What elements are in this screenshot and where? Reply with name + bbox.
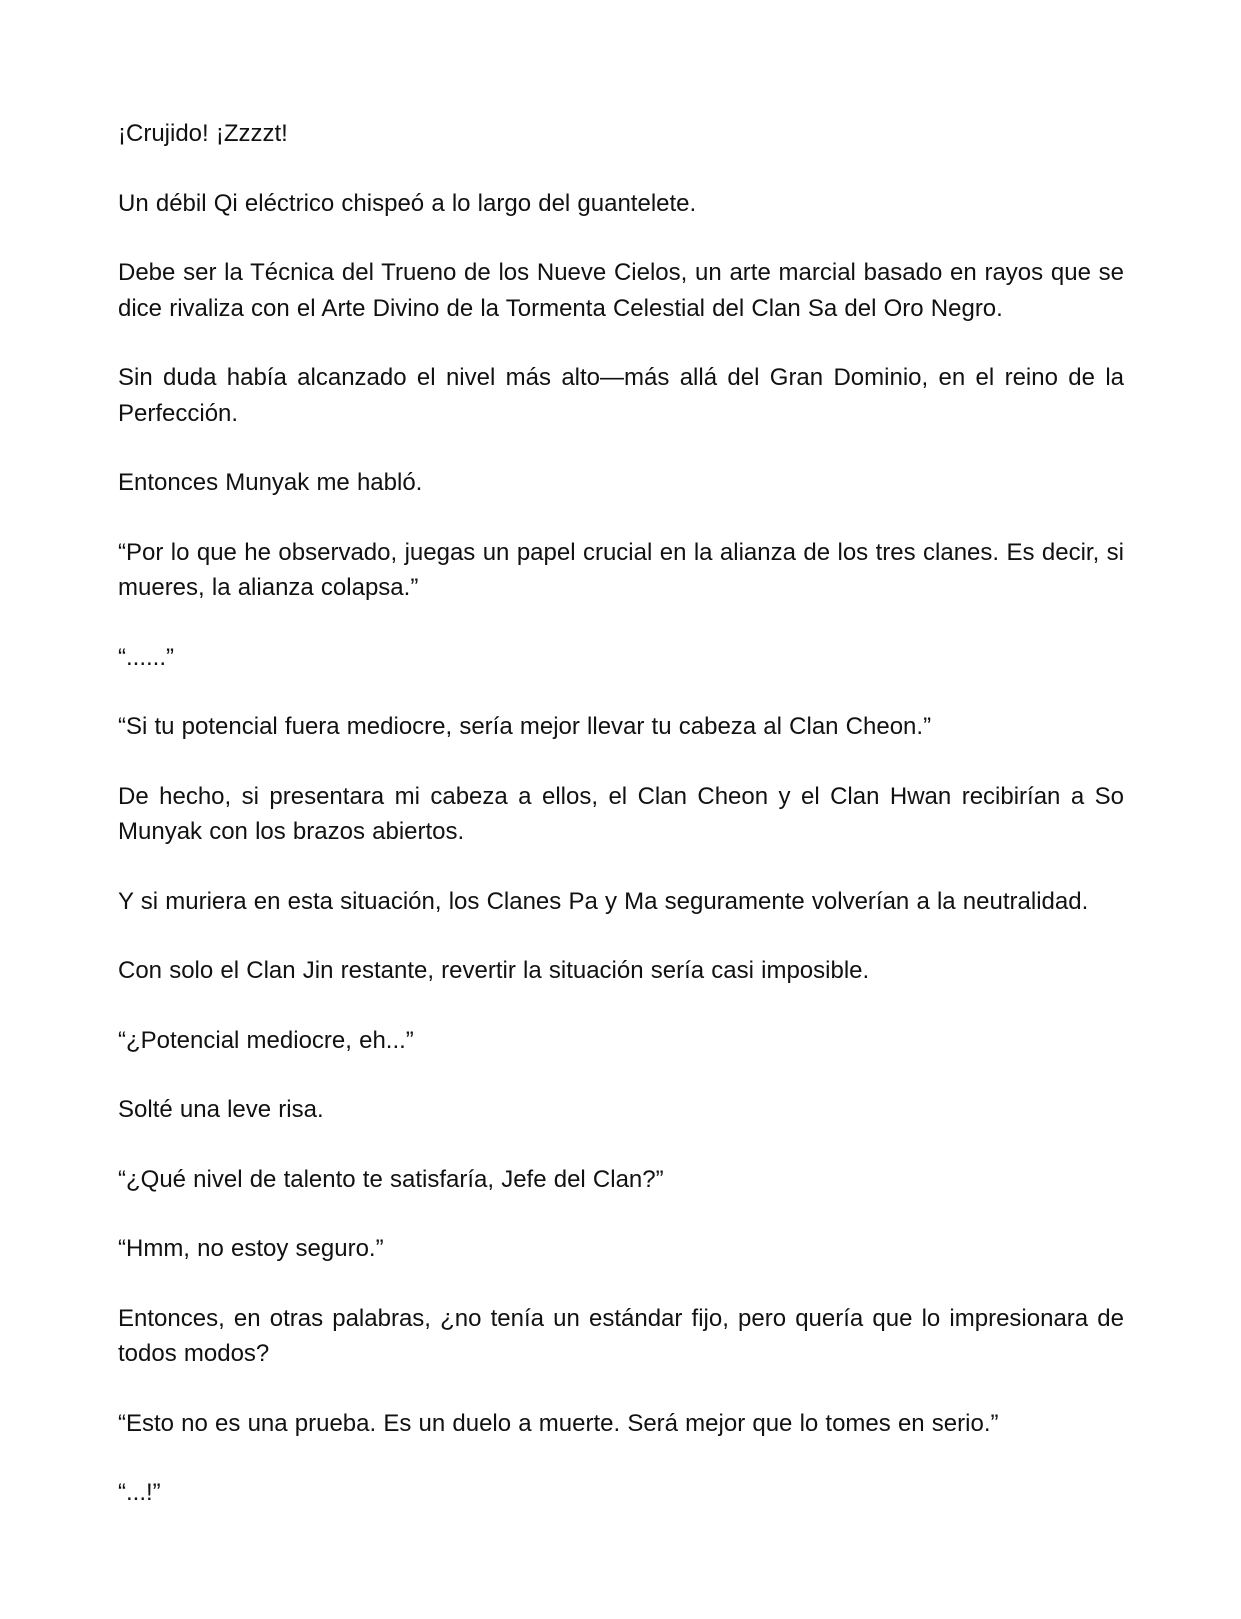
paragraph: ¡Crujido! ¡Zzzzt! <box>118 120 288 147</box>
document-page <box>118 116 1124 1545</box>
paragraph: Entonces, en otras palabras, ¿no tenía un estándar fijo, pero quería que lo impresionara de todos modos? <box>118 1304 1124 1367</box>
paragraph: “¿Potencial mediocre, eh...” <box>118 1026 414 1054</box>
paragraph: Solté una leve risa. <box>118 1096 324 1123</box>
paragraph: De hecho, si presentara mi cabeza a ellos, el Clan Cheon y el Clan Hwan recibirían a So Munyak con los brazos abiertos. <box>118 782 1124 845</box>
paragraph: Sin duda había alcanzado el nivel más alto—más allá del Gran Dominio, en el reino de la Perfección. <box>118 364 1124 427</box>
paragraph: “...!” <box>118 1479 161 1506</box>
paragraph: Con solo el Clan Jin restante, revertir la situación sería casi imposible. <box>118 957 870 984</box>
paragraph: Y si muriera en esta situación, los Clanes Pa y Ma seguramente volverían a la neutralidad. <box>118 887 1089 915</box>
paragraph: “Si tu potencial fuera mediocre, sería mejor llevar tu cabeza al Clan Cheon.” <box>118 713 932 740</box>
paragraph: “Esto no es una prueba. Es un duelo a muerte. Será mejor que lo tomes en serio.” <box>118 1409 999 1437</box>
paragraph: “......” <box>118 643 174 671</box>
paragraph: “Hmm, no estoy seguro.” <box>118 1235 384 1262</box>
paragraph: Entonces Munyak me habló. <box>118 469 423 496</box>
paragraph: “Por lo que he observado, juegas un papel crucial en la alianza de los tres clanes. Es decir, si mueres, la alianza colapsa.” <box>118 538 1124 601</box>
paragraph: Debe ser la Técnica del Trueno de los Nueve Cielos, un arte marcial basado en rayos que se dice rivaliza con el Arte Divino de la Tormenta Celestial del Clan Sa del Oro Negro. <box>118 259 1124 322</box>
paragraph: “¿Qué nivel de talento te satisfaría, Jefe del Clan?” <box>118 1165 664 1193</box>
paragraph: Un débil Qi eléctrico chispeó a lo largo del guantelete. <box>118 189 697 217</box>
